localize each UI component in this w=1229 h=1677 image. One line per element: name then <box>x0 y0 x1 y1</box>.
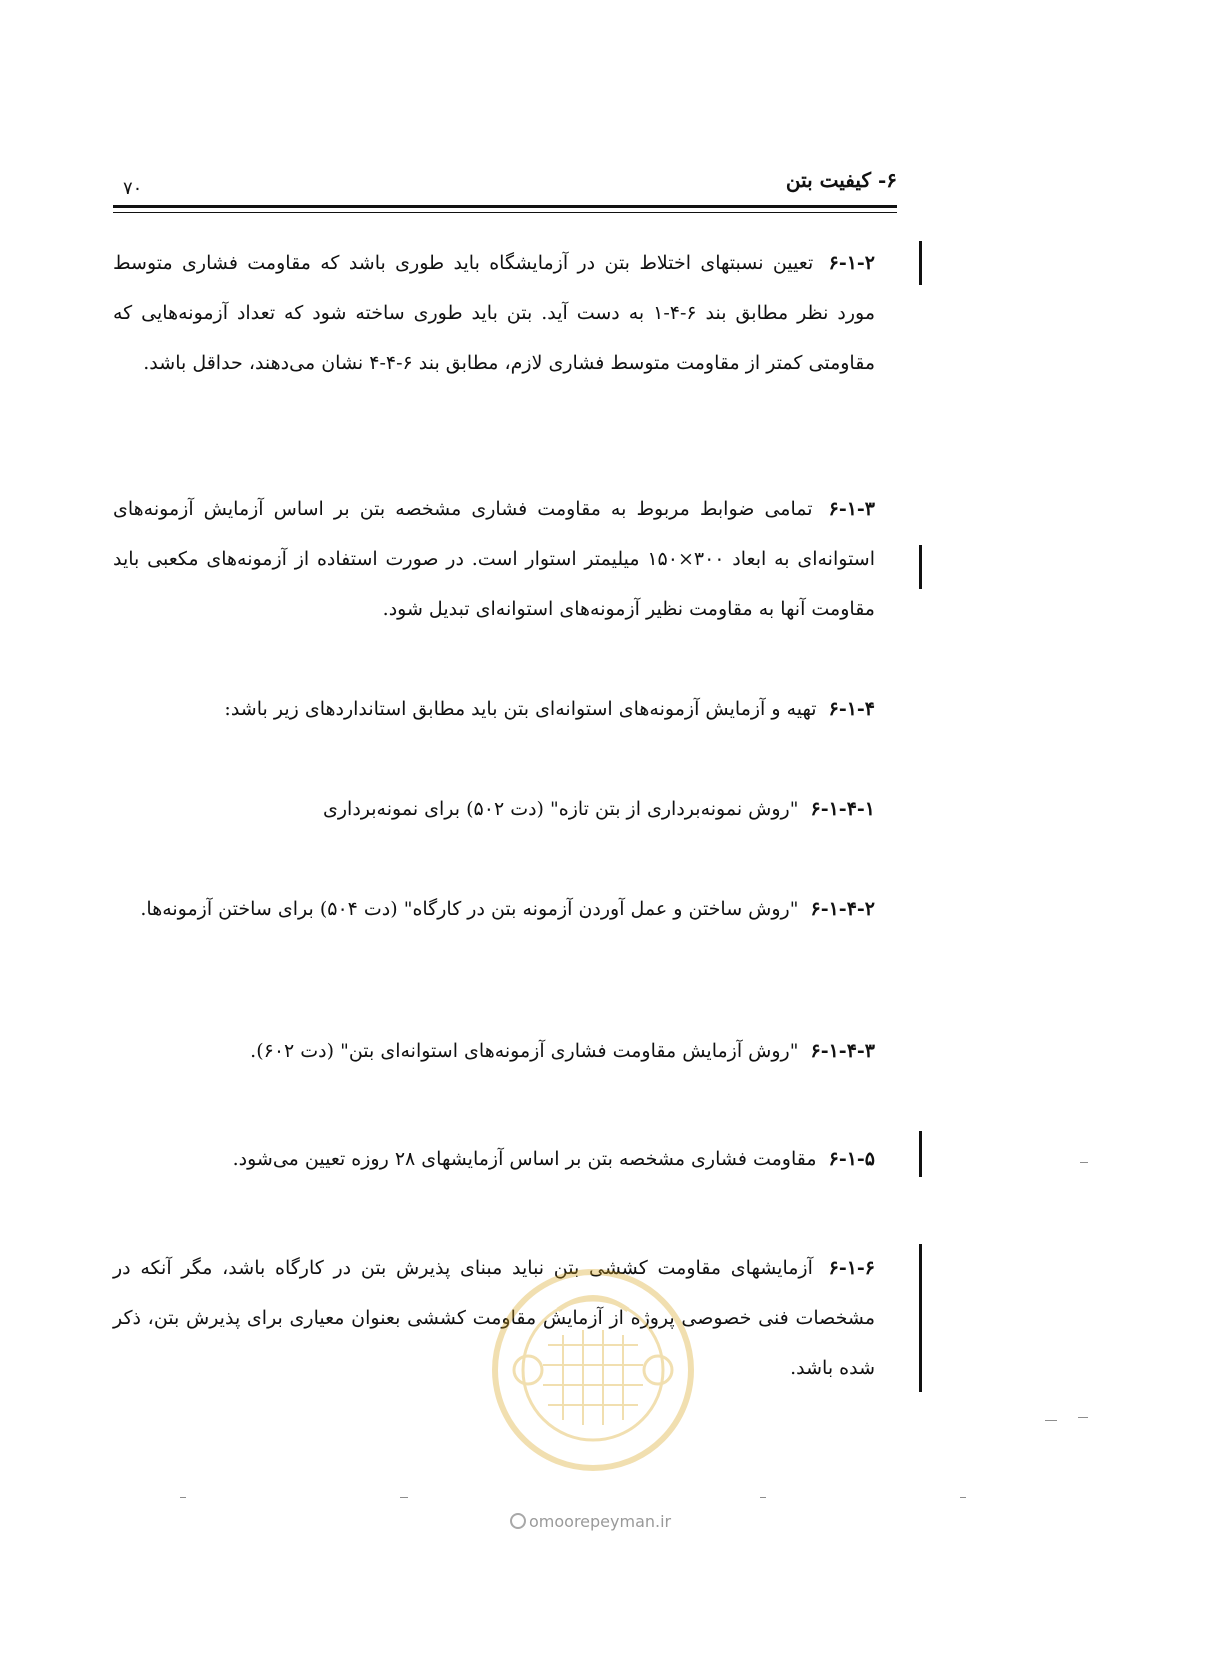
clause-6-1-3 <box>113 484 875 634</box>
scan-mark <box>180 1497 186 1498</box>
scan-mark <box>1045 1420 1057 1421</box>
clause-number: ۶-۱-۴ <box>828 698 875 720</box>
clause-6-1-5 <box>113 1134 875 1184</box>
clause-number: ۶-۱-۴-۱ <box>810 798 875 820</box>
seal-stamp <box>488 1265 698 1475</box>
scan-mark <box>960 1497 966 1498</box>
revision-bar <box>919 1244 922 1392</box>
clause-6-1-2 <box>113 238 875 388</box>
clause-number: ۶-۱-۳ <box>828 498 875 520</box>
clause-number: ۶-۱-۵ <box>828 1148 875 1170</box>
clause-number: ۶-۱-۴-۲ <box>810 898 875 920</box>
clause-6-1-4 <box>113 684 875 734</box>
clause-text: "روش ساختن و عمل آوردن آزمونه بتن در کارگاه" (دت ۵۰۴) برای ساختن آزمونه‌ها. <box>140 898 799 920</box>
clause-number: ۶-۱-۲ <box>828 252 875 274</box>
clause-text: تمامی ضوابط مربوط به مقاومت فشاری مشخصه بتن بر اساس آزمایش آزمونه‌های استوانه‌ای به ابعاد ۳۰۰×۱۵۰ میلیمتر استوار است. در صورت استفاده از آزمونه‌های مکعبی باید مقاومت آنها به مقاومت نظیر آزمونه‌های استوانه‌ای تبدیل شود. <box>113 498 875 620</box>
scan-mark <box>1078 1417 1088 1418</box>
clause-text: مقاومت فشاری مشخصه بتن بر اساس آزمایشهای ۲۸ روزه تعیین می‌شود. <box>232 1148 817 1170</box>
header-rule-thick <box>113 205 897 208</box>
scan-mark <box>760 1497 766 1498</box>
scan-mark <box>1080 1162 1088 1163</box>
watermark-text: omoorepeyman.ir <box>529 1512 672 1531</box>
clause-number: ۶-۱-۴-۳ <box>810 1040 875 1062</box>
clause-6-1-4-2 <box>113 884 875 934</box>
scan-mark <box>400 1497 408 1498</box>
revision-bar <box>919 545 922 589</box>
page-number: ۷۰ <box>123 178 143 199</box>
watermark-logo-icon <box>510 1513 526 1529</box>
chapter-title: ۶- کیفیت بتن <box>785 168 897 192</box>
clause-6-1-4-1 <box>113 784 875 834</box>
clause-text: آزمایشهای مقاومت کششی بتن نباید مبنای پذیرش بتن در کارگاه باشد، مگر آنکه در مشخصات فنی خصوصی پروژه از آزمایش مقاومت کششی بعنوان معیاری برای پذیرش بتن، ذکر شده باشد. <box>113 1257 875 1379</box>
header-rule-thin <box>113 212 897 213</box>
clause-number: ۶-۱-۶ <box>828 1257 875 1279</box>
clause-text: تعیین نسبتهای اختلاط بتن در آزمایشگاه باید طوری باشد که مقاومت فشاری متوسط مورد نظر مطابق بند ۶-۴-۱ به دست آید. بتن باید طوری ساخته شود که تعداد آزمونه‌هایی که مقاومتی کمتر از مقاومت متوسط فشاری لازم، مطابق بند ۶-۴-۴ نشان می‌دهند، حداقل باشد. <box>113 252 875 374</box>
clause-text: تهیه و آزمایش آزمونه‌های استوانه‌ای بتن باید مطابق استانداردهای زیر باشد: <box>224 698 817 720</box>
clause-text: "روش آزمایش مقاومت فشاری آزمونه‌های استوانه‌ای بتن" (دت ۶۰۲). <box>250 1040 799 1062</box>
revision-bar <box>919 1131 922 1177</box>
clause-text: "روش نمونه‌برداری از بتن تازه" (دت ۵۰۲) برای نمونه‌برداری <box>323 798 799 820</box>
page-header <box>113 160 897 200</box>
site-watermark <box>510 1512 671 1531</box>
clause-6-1-4-3 <box>113 1026 875 1076</box>
revision-bar <box>919 241 922 285</box>
